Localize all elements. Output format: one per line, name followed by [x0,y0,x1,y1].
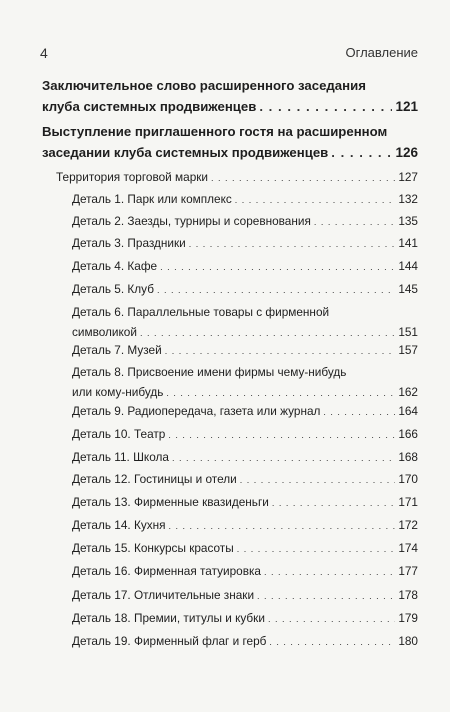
entry-title-line: Деталь 1. Парк или комплекс [72,192,232,206]
entry-last-line [72,450,418,464]
entry-title-line: Деталь 9. Радиопередача, газета или журнал [72,404,321,418]
entry-page-number: 171 [398,495,418,509]
entry-last-line [42,145,418,160]
entry-title-line: Деталь 4. Кафе [72,259,158,273]
entry-last-line [72,518,418,532]
dot-leader [189,239,396,249]
entry-page-number: 151 [398,325,418,339]
entry-title-line: Деталь 17. Отличительные знаки [72,588,255,602]
entry-title-line: Деталь 11. Школа [72,450,169,464]
entry-page-number: 127 [398,170,418,184]
entry-title-line: или кому-нибудь [72,385,164,399]
entry-last-line [72,634,418,648]
dot-leader [259,99,392,114]
entry-title-line: Деталь 10. Театр [72,427,166,441]
entry-title-line: Деталь 18. Премии, титулы и кубки [72,611,265,625]
entry-title-line: Деталь 8. Присвоение имени фирмы чему-нибудь [72,365,347,379]
entry-title-line: Деталь 5. Клуб [72,282,154,296]
dot-leader [323,407,395,417]
dot-leader [272,498,395,508]
entry-page-number: 157 [398,343,418,357]
dot-leader [165,346,396,356]
entry-last-line [72,343,418,357]
entry-page-number: 135 [398,214,418,228]
entry-title-line: Деталь 12. Гостиницы и отели [72,472,237,486]
entry-title-line: Заключительное слово расширенного заседания [42,78,366,93]
dot-leader [140,328,395,338]
entry-page-number: 166 [398,427,418,441]
entry-page-number: 145 [398,282,418,296]
entry-last-line [72,404,418,418]
entry-last-line [72,282,418,296]
entry-last-line [72,611,418,625]
entry-title-line: заседании клуба системных продвиженцев [42,145,329,160]
entry-title-line: Деталь 16. Фирменная татуировка [72,564,261,578]
entry-last-line [72,495,418,509]
entry-last-line [72,325,418,339]
entry-title-line: Территория торговой марки [56,170,209,184]
entry-last-line [42,99,418,114]
running-header-title: Оглавление [345,45,418,60]
dot-leader [264,567,395,577]
entry-page-number: 174 [398,541,418,555]
dot-leader [160,262,395,272]
dot-leader [257,591,395,601]
entry-title-line: символикой [72,325,137,339]
entry-title-line: Выступление приглашенного гостя на расширенном [42,124,388,139]
entry-title-line: Деталь 2. Заезды, турниры и соревнования [72,214,311,228]
entry-last-line [72,564,418,578]
entry-title-line: Деталь 19. Фирменный флаг и герб [72,634,267,648]
entry-title-line: Деталь 6. Параллельные товары с фирменной [72,305,330,319]
dot-leader [157,285,395,295]
entry-page-number: 162 [398,385,418,399]
page-number: 4 [40,45,48,61]
entry-page-number: 170 [398,472,418,486]
entry-last-line [72,588,418,602]
entry-page-number: 121 [395,99,418,114]
entry-last-line [72,236,418,250]
dot-leader [166,388,395,398]
entry-last-line [56,170,418,184]
entry-page-number: 144 [398,259,418,273]
entry-last-line [72,472,418,486]
entry-last-line [72,192,418,206]
entry-last-line [72,541,418,555]
entry-page-number: 179 [398,611,418,625]
entry-title-line: Деталь 3. Праздники [72,236,186,250]
dot-leader [237,544,396,554]
entry-page-number: 180 [398,634,418,648]
dot-leader [168,430,395,440]
entry-page-number: 172 [398,518,418,532]
dot-leader [331,145,392,160]
dot-leader [314,217,395,227]
entry-page-number: 164 [398,404,418,418]
dot-leader [172,453,395,463]
entry-page-number: 178 [398,588,418,602]
entry-page-number: 132 [398,192,418,206]
dot-leader [169,521,396,531]
entry-page-number: 141 [398,236,418,250]
entry-page-number: 126 [395,145,418,160]
entry-title-line: Деталь 14. Кухня [72,518,166,532]
entry-title-line: Деталь 7. Музей [72,343,162,357]
entry-page-number: 168 [398,450,418,464]
dot-leader [240,475,396,485]
entry-last-line [72,385,418,399]
dot-leader [211,173,395,183]
dot-leader [235,195,396,205]
entry-last-line [72,259,418,273]
entry-title-line: клуба системных продвиженцев [42,99,257,114]
dot-leader [269,637,395,647]
dot-leader [268,614,395,624]
entry-title-line: Деталь 13. Фирменные квазиденьги [72,495,269,509]
entry-title-line: Деталь 15. Конкурсы красоты [72,541,234,555]
entry-page-number: 177 [398,564,418,578]
entry-last-line [72,214,418,228]
entry-last-line [72,427,418,441]
